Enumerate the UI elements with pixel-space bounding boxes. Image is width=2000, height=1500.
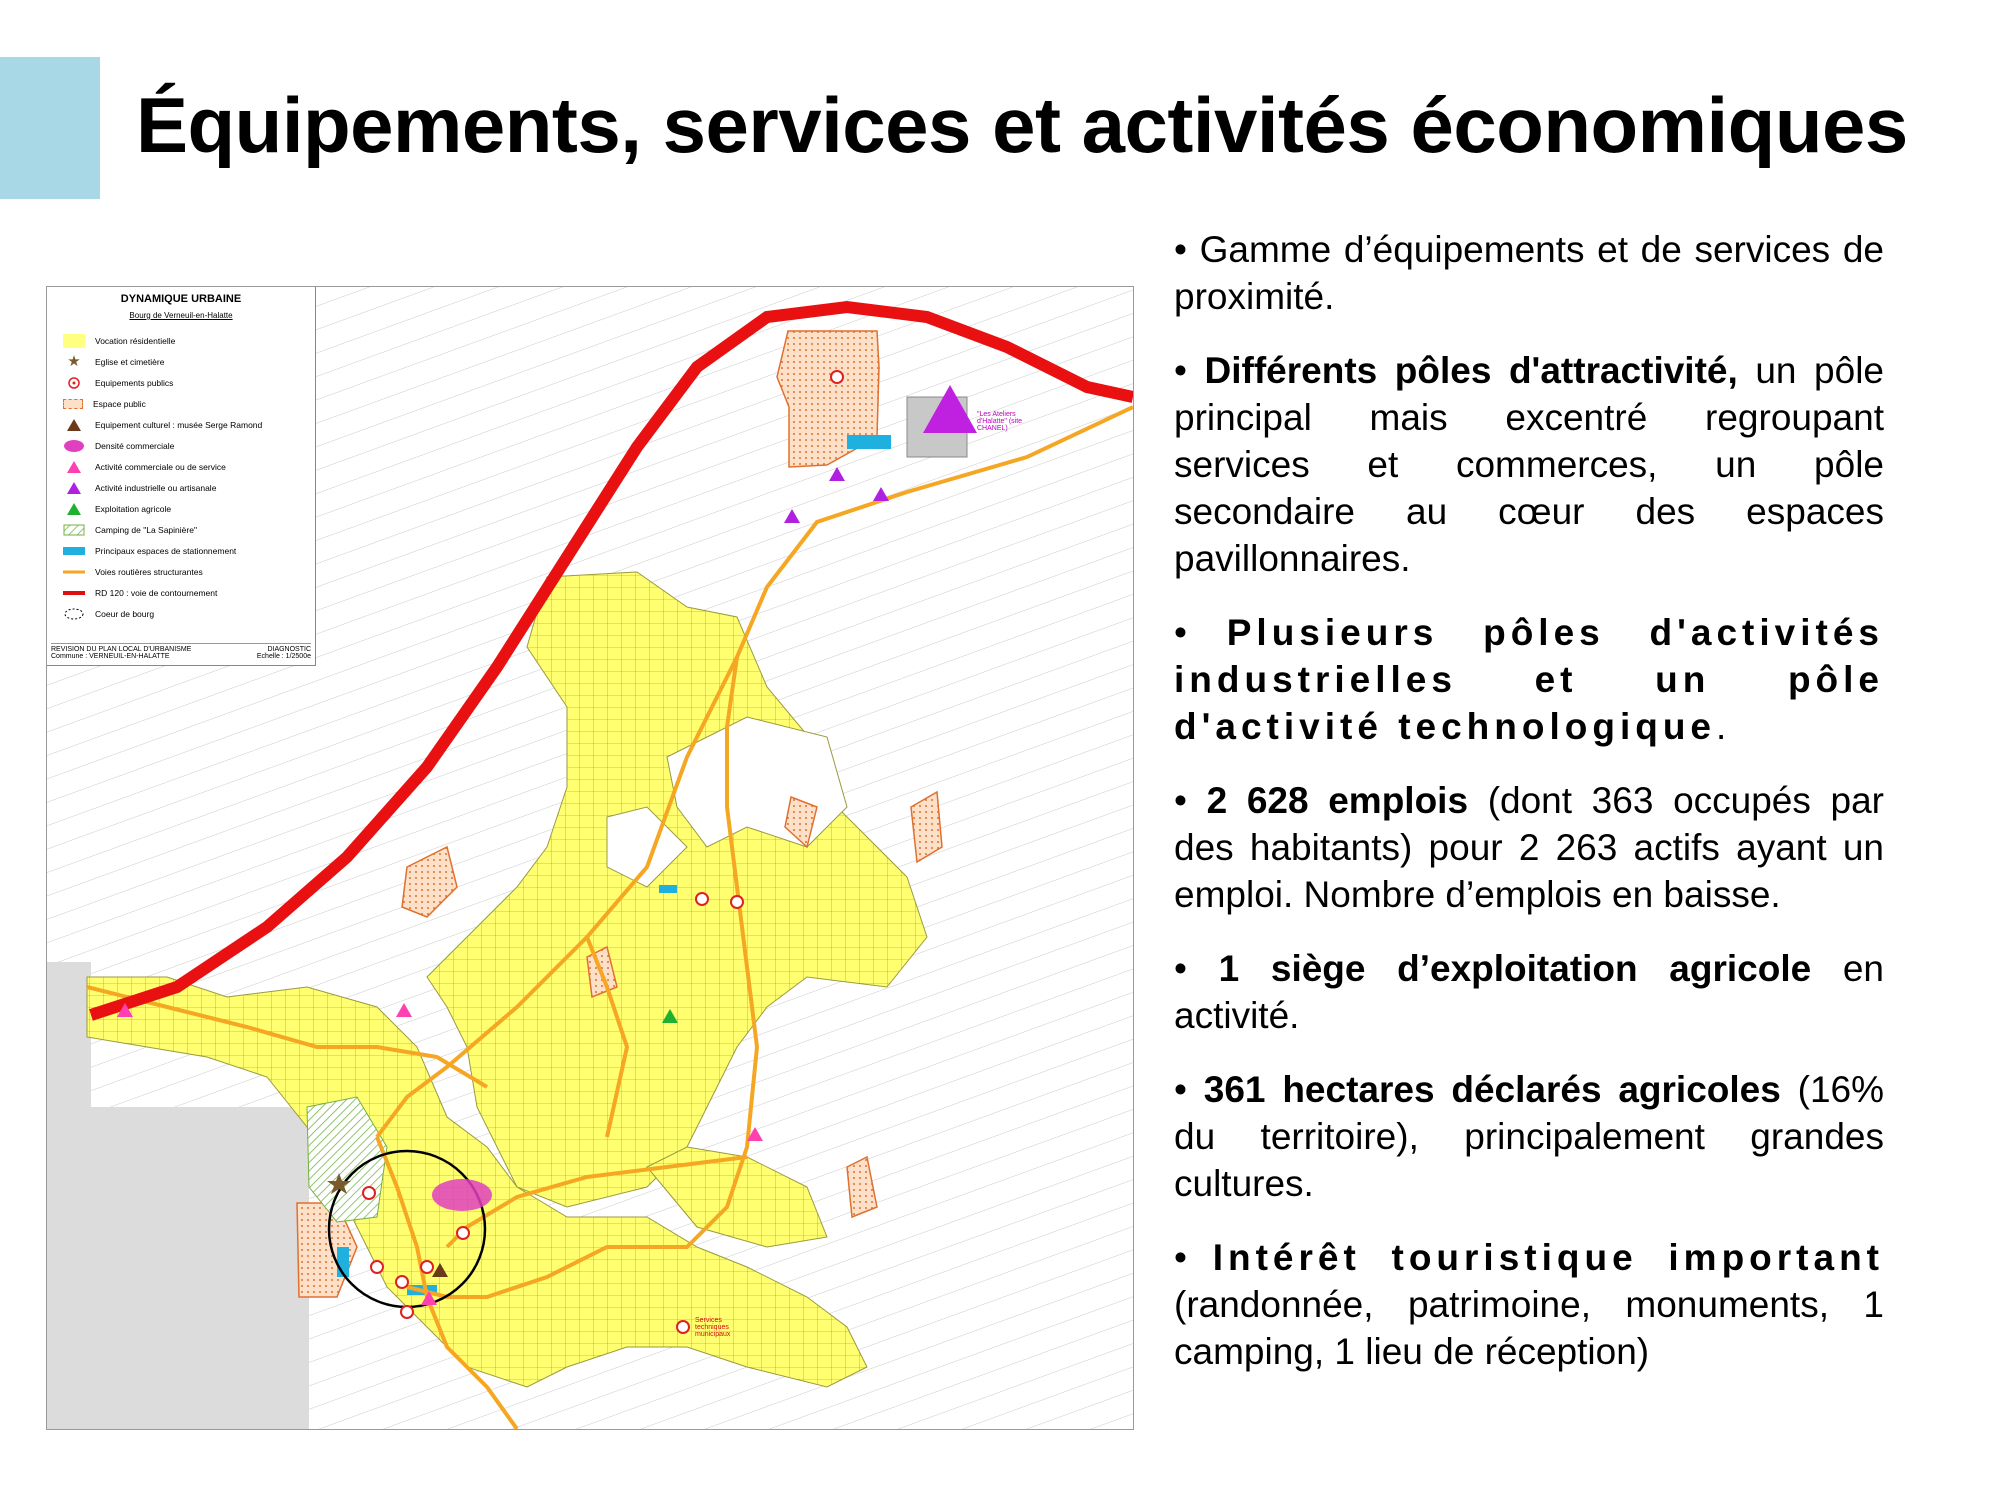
urban-dynamics-map bbox=[46, 286, 1134, 1430]
brown-triangle-icon bbox=[63, 418, 85, 432]
violet-triangle-icon bbox=[63, 481, 85, 495]
dotted-square-icon bbox=[63, 399, 83, 409]
cyan-bar-icon bbox=[63, 547, 85, 555]
bullet-item: • Gamme d’équipements et de services de proximité. bbox=[1174, 229, 1884, 317]
orange-line-icon bbox=[63, 565, 85, 579]
legend-item: Densité commerciale bbox=[63, 435, 315, 456]
bullet-item: • 361 hectares déclarés agricoles (16% du territoire), principalement grandes cultures. bbox=[1174, 1069, 1885, 1204]
commercial-density-blob bbox=[432, 1179, 492, 1211]
dashed-circle-icon bbox=[63, 607, 85, 621]
legend-subtitle: Bourg de Verneuil-en-Halatte bbox=[129, 311, 233, 320]
legend-list bbox=[47, 330, 315, 624]
bullet-item: • 1 siège d’exploitation agricole en activité. bbox=[1174, 948, 1885, 1036]
yellow-square-icon bbox=[63, 334, 85, 348]
legend-item: Exploitation agricole bbox=[63, 498, 315, 519]
bullet-list bbox=[1174, 226, 1884, 1402]
municipal-services-label: Services techniques municipaux bbox=[695, 1317, 731, 1338]
hatched-square-icon bbox=[63, 523, 85, 537]
bullet-item: • Différents pôles d'attractivité, un pôle principal mais excentré regroupant services et commerces, un pôle secondaire au cœur des espaces pavillonnaires. bbox=[1174, 350, 1884, 579]
magenta-blob-icon bbox=[63, 439, 85, 453]
green-triangle-icon bbox=[63, 502, 85, 516]
legend-item: Equipements publics bbox=[63, 372, 315, 393]
slide-title: Équipements, services et activités économiques bbox=[136, 81, 1908, 169]
star-icon: ★ bbox=[67, 352, 81, 370]
legend-item: Vocation résidentielle bbox=[63, 330, 315, 351]
legend-footer: DIAGNOSTIC Echelle : 1/2500e REVISION DU PLAN LOCAL D'URBANISME Commune : VERNEUIL-EN-HALATTE bbox=[51, 643, 311, 660]
target-icon bbox=[63, 376, 85, 390]
bullet-item: • Plusieurs pôles d'activités industrielles et un pôle d'activité technologique. bbox=[1174, 612, 1884, 747]
legend-item: Activité commerciale ou de service bbox=[63, 456, 315, 477]
legend-item: Coeur de bourg bbox=[63, 603, 315, 624]
bullet-item: • Intérêt touristique important (randonnée, patrimoine, monuments, 1 camping, 1 lieu de réception) bbox=[1174, 1237, 1884, 1372]
bullet-item: • 2 628 emplois (dont 363 occupés par des habitants) pour 2 263 actifs ayant un emploi. Nombre d’emplois en baisse. bbox=[1174, 780, 1885, 915]
legend-item: Voies routières structurantes bbox=[63, 561, 315, 582]
legend-item: Activité industrielle ou artisanale bbox=[63, 477, 315, 498]
legend-item: Principaux espaces de stationnement bbox=[63, 540, 315, 561]
legend-title: DYNAMIQUE URBAINE bbox=[120, 293, 242, 305]
pink-triangle-icon bbox=[63, 460, 85, 474]
legend-item: Equipement culturel : musée Serge Ramond bbox=[63, 414, 315, 435]
legend-item: ★ Eglise et cimetière bbox=[63, 351, 315, 372]
title-accent-bar bbox=[0, 57, 100, 199]
legend-item: RD 120 : voie de contournement bbox=[63, 582, 315, 603]
chanel-site-label: "Les Ateliers d'Halatte" (site CHANEL) bbox=[977, 411, 1023, 432]
legend-item: Espace public bbox=[63, 393, 315, 414]
legend-item: Camping de "La Sapinière" bbox=[63, 519, 315, 540]
red-line-icon bbox=[63, 586, 85, 600]
map-legend bbox=[47, 287, 316, 666]
